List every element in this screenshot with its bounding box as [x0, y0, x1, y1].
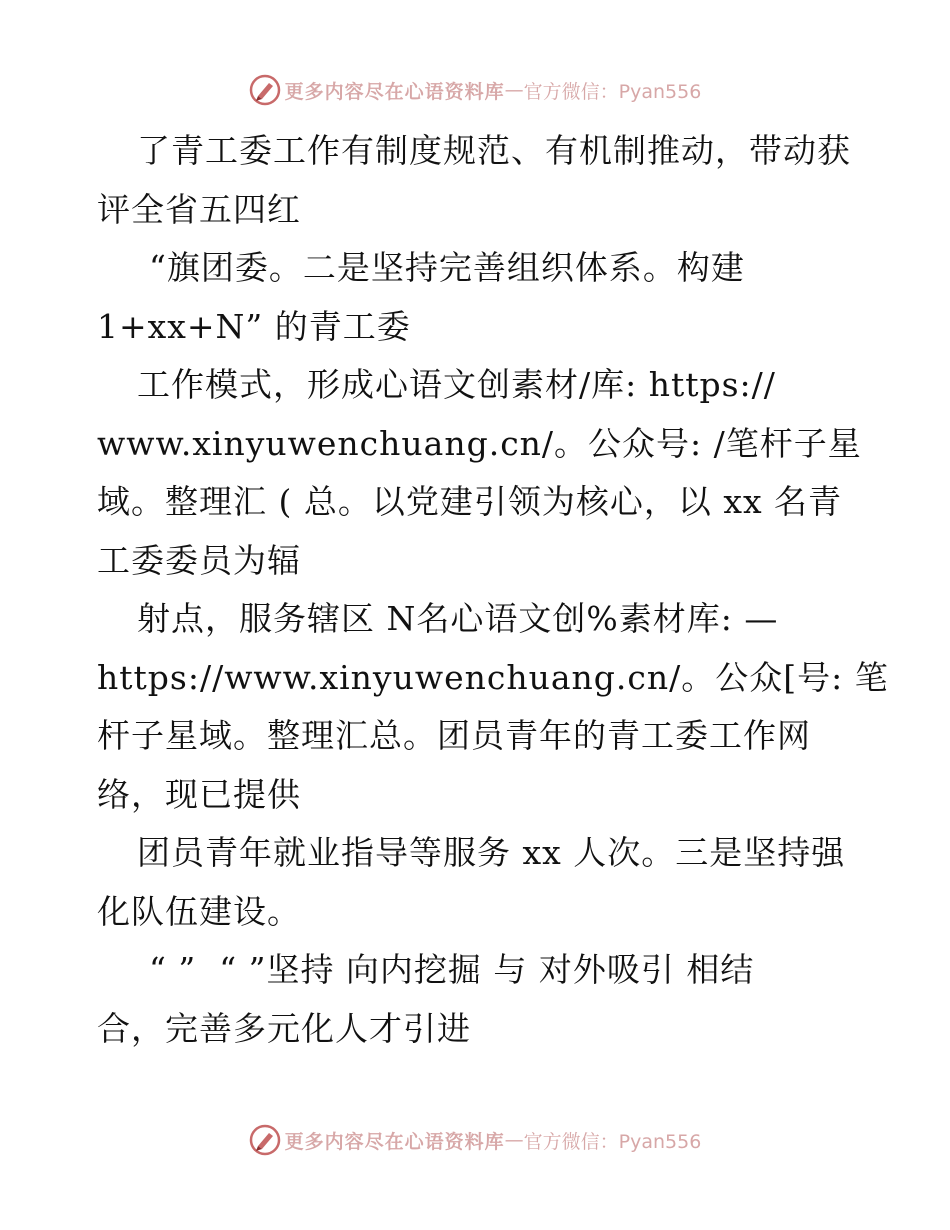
body-line: 域。整理汇 ( 总。以党建引领为核心，以 xx 名青	[97, 482, 843, 521]
body-line: 杆子星域。整理汇总。团员青年的青工委工作网	[97, 716, 811, 755]
body-line: 络，现已提供	[97, 774, 301, 814]
body-line: 1+xx+N” 的青工委	[97, 306, 411, 346]
footer-wechat-text: 官方微信：Pyan556	[523, 1130, 702, 1153]
body-line: 工委委员为辐	[97, 540, 301, 580]
pen-logo-icon	[249, 74, 281, 106]
body-line: 合，完善多元化人才引进	[97, 1008, 471, 1048]
header-watermark-banner	[0, 70, 950, 110]
header-dash: —	[504, 79, 524, 101]
body-line: 射点，服务辖区 N名心语文创%素材库: —	[137, 599, 779, 638]
body-line: 了青工委工作有制度规范、有机制推动，带动获	[137, 131, 851, 170]
body-line: 工作模式，形成心语文创素材/库: https://	[137, 365, 776, 404]
body-line: 团员青年就业指导等服务 xx 人次。三是坚持强	[137, 833, 846, 872]
pen-logo-icon	[249, 1124, 281, 1156]
body-line: “ ” “ ”坚持 向内挖掘 与 对外吸引 相结	[149, 950, 755, 989]
body-line: www.xinyuwenchuang.cn/。公众号: /笔杆子星	[97, 423, 862, 463]
header-wechat-text: 官方微信：Pyan556	[523, 80, 702, 103]
body-line: “旗团委。二是坚持完善组织体系。构建	[149, 248, 745, 287]
footer-brand-text: 更多内容尽在心语资料库	[284, 1130, 505, 1153]
footer-dash: —	[504, 1129, 524, 1151]
document-body	[97, 122, 889, 1058]
footer-watermark-banner	[0, 1120, 950, 1160]
body-line: 评全省五四红	[97, 189, 301, 229]
header-brand-text: 更多内容尽在心语资料库	[284, 80, 505, 103]
body-line: 化队伍建设。	[97, 891, 301, 931]
body-line: https://www.xinyuwenchuang.cn/。公众[号: 笔	[97, 657, 889, 697]
